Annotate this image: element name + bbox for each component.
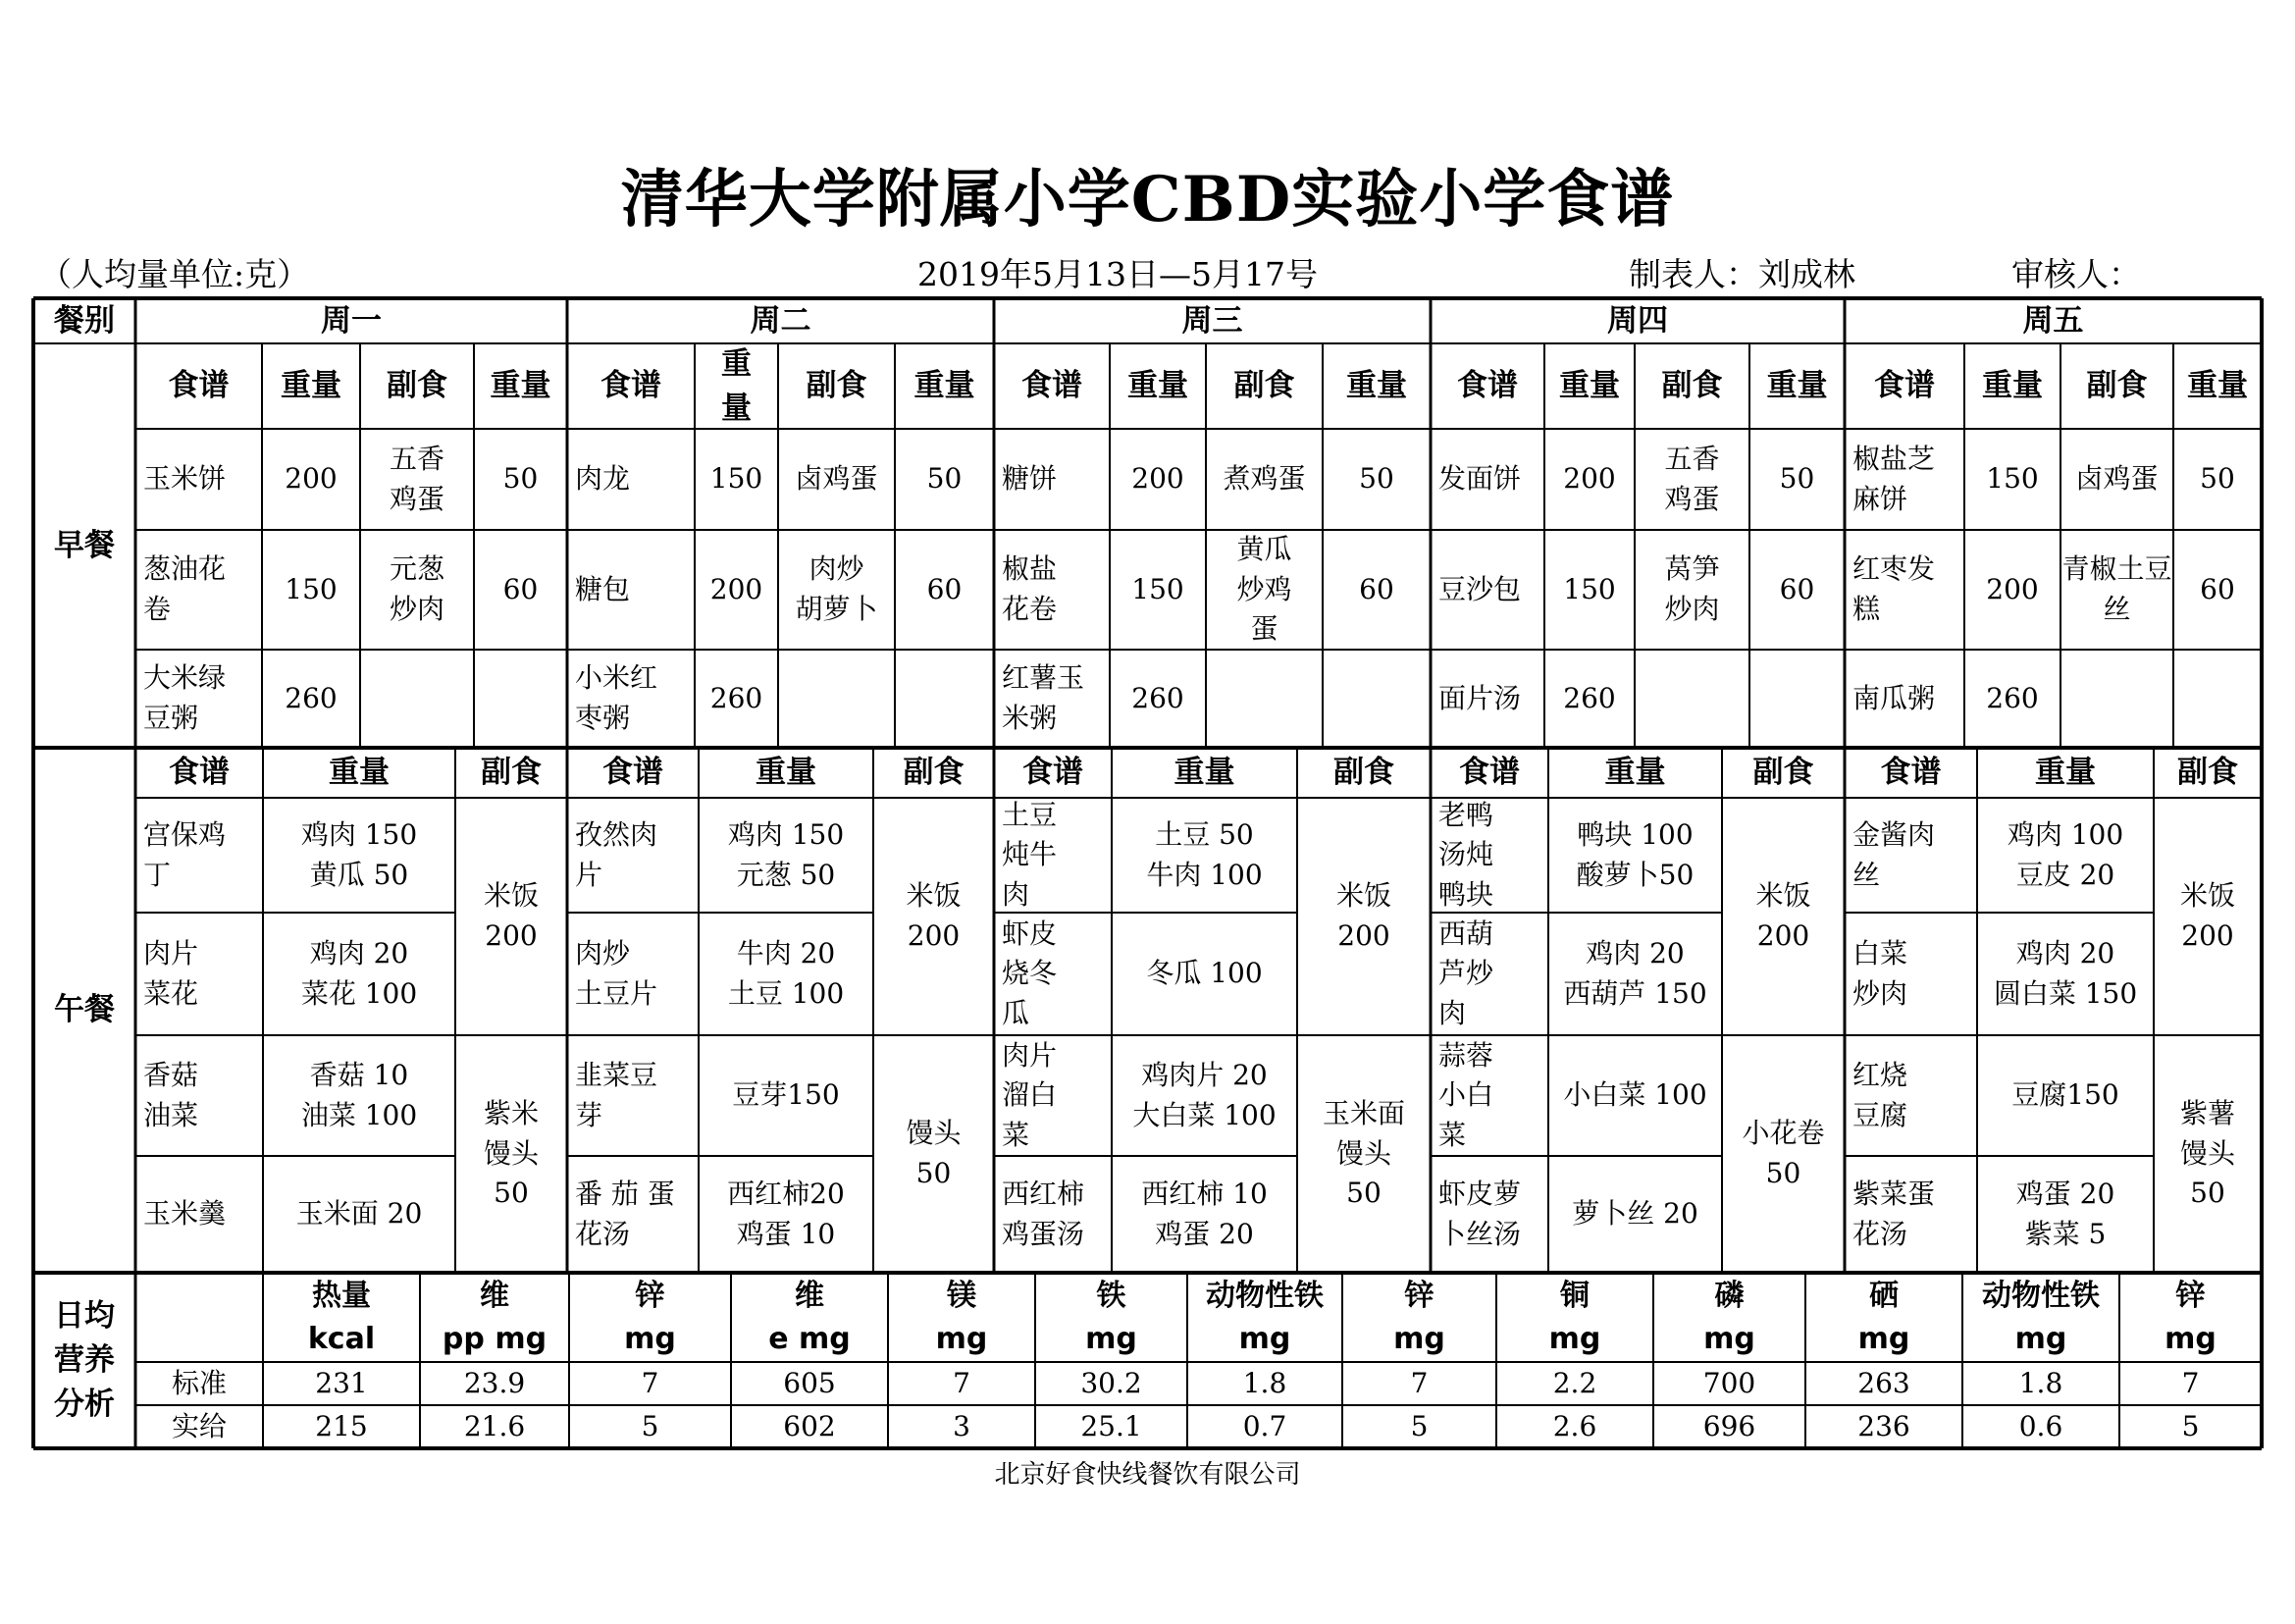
breakfast-recipe: 椒盐芝 麻饼	[1852, 442, 1936, 515]
lunch-staple: 米饭 200	[906, 879, 962, 952]
breakfast-col-header: 食谱	[600, 368, 661, 404]
breakfast-weight: 200	[1563, 462, 1616, 496]
nutrient-value: 0.6	[2018, 1409, 2063, 1442]
lunch-col-header: 重量	[329, 755, 390, 791]
breakfast-recipe: 豆沙包	[1438, 572, 1522, 605]
breakfast-recipe: 面片汤	[1438, 681, 1522, 714]
lunch-ingredients: 西红柿 10 鸡蛋 20	[1141, 1177, 1268, 1250]
breakfast-col-header: 副食	[387, 368, 447, 404]
breakfast-recipe: 葱油花 卷	[143, 552, 227, 625]
day-header: 周四	[1607, 302, 1668, 339]
nutrient-value: 263	[1857, 1366, 1910, 1399]
lunch-dish: 宫保鸡 丁	[143, 817, 227, 891]
breakfast-recipe: 红薯玉 米粥	[1002, 661, 1085, 734]
breakfast-recipe: 红枣发 糕	[1852, 552, 1936, 625]
table-maker: 制表人：刘成林	[1629, 255, 1855, 293]
table-reviewer: 审核人：	[2011, 255, 2141, 293]
nutrient-header: 维 e mg	[768, 1279, 851, 1356]
lunch-ingredients: 牛肉 20 土豆 100	[727, 936, 845, 1010]
lunch-col-header: 重量	[1174, 755, 1235, 791]
lunch-dish: 韭菜豆 芽	[575, 1058, 658, 1131]
nutrient-header: 维 pp mg	[442, 1279, 548, 1356]
nutrient-header: 磷 mg	[1703, 1279, 1755, 1356]
nutrient-header: 锌 mg	[624, 1279, 676, 1356]
nutrient-value: 21.6	[463, 1409, 526, 1442]
breakfast-weight: 260	[1986, 681, 2039, 714]
nutrient-header: 动物性铁 mg	[1206, 1279, 1324, 1356]
breakfast-recipe: 小米红 枣粥	[575, 661, 658, 734]
breakfast-weight: 200	[1131, 462, 1184, 496]
lunch-col-header: 副食	[1752, 755, 1814, 791]
nutrient-value: 5	[641, 1409, 659, 1442]
nutrient-value: 7	[953, 1366, 970, 1399]
meal-type-header: 餐别	[54, 302, 115, 339]
lunch-col-header: 副食	[1333, 755, 1394, 791]
day-header: 周三	[1181, 302, 1243, 339]
lunch-dish: 肉炒 土豆片	[575, 936, 658, 1010]
lunch-ingredients: 鸡肉 100 豆皮 20	[2007, 817, 2124, 891]
lunch-col-header: 食谱	[602, 755, 663, 791]
breakfast-col-header: 重量	[1127, 368, 1188, 404]
nutrient-header: 动物性铁 mg	[1982, 1279, 2100, 1356]
nutrient-value: 1.8	[2018, 1366, 2063, 1399]
lunch-dish: 肉片 菜花	[143, 936, 199, 1010]
breakfast-side	[778, 650, 895, 748]
breakfast-side-weight: 60	[926, 572, 963, 605]
breakfast-recipe: 肉龙	[575, 462, 631, 496]
nutrient-value: 7	[1410, 1366, 1429, 1399]
breakfast-recipe: 糖包	[575, 572, 631, 605]
breakfast-col-header: 重量	[1982, 368, 2043, 404]
lunch-dish: 土豆 炖牛 肉	[1002, 798, 1058, 911]
breakfast-col-header: 副食	[1661, 368, 1723, 404]
lunch-ingredients: 小白菜 100	[1563, 1078, 1707, 1112]
lunch-dish: 香菇 油菜	[143, 1058, 199, 1131]
breakfast-side: 卤鸡蛋	[2075, 462, 2159, 496]
lunch-label: 午餐	[54, 992, 115, 1028]
breakfast-weight: 200	[285, 462, 338, 496]
lunch-dish: 番 茄 蛋 花汤	[575, 1177, 675, 1250]
lunch-ingredients: 玉米面 20	[295, 1197, 423, 1231]
breakfast-side-weight	[1749, 650, 1845, 748]
lunch-dish: 玉米羹	[143, 1197, 227, 1231]
lunch-staple: 米饭 200	[1755, 879, 1811, 952]
breakfast-weight: 150	[285, 572, 338, 605]
nutrient-value: 2.2	[1552, 1366, 1597, 1399]
nutrient-value: 5	[2181, 1409, 2200, 1442]
breakfast-weight: 150	[709, 462, 763, 496]
lunch-col-header: 副食	[481, 755, 542, 791]
breakfast-side: 黄瓜 炒鸡 蛋	[1236, 533, 1292, 646]
lunch-col-header: 食谱	[1022, 755, 1083, 791]
nutrient-value: 23.9	[463, 1366, 526, 1399]
breakfast-weight: 150	[1563, 572, 1616, 605]
lunch-dish: 金酱肉 丝	[1852, 817, 1936, 891]
lunch-ingredients: 香菇 10 油菜 100	[300, 1058, 418, 1131]
nutrient-value: 7	[641, 1366, 659, 1399]
breakfast-side: 青椒土豆 丝	[2061, 552, 2172, 625]
lunch-ingredients: 土豆 50 牛肉 100	[1146, 817, 1263, 891]
nutrient-value: 696	[1702, 1409, 1756, 1442]
breakfast-recipe: 椒盐 花卷	[1002, 552, 1058, 625]
breakfast-recipe: 发面饼	[1438, 462, 1522, 496]
nutrient-header: 锌 mg	[1393, 1279, 1445, 1356]
page-title: 清华大学附属小学CBD实验小学食谱	[620, 163, 1675, 236]
breakfast-col-header: 食谱	[1874, 368, 1935, 404]
breakfast-col-header: 重量	[913, 368, 975, 404]
lunch-ingredients: 鸡蛋 20 紫菜 5	[2015, 1177, 2115, 1250]
breakfast-side: 元葱 炒肉	[389, 552, 444, 625]
nutrition-label: 日均 营养 分析	[54, 1298, 115, 1422]
breakfast-col-header: 重量	[1559, 368, 1620, 404]
breakfast-col-header: 重量	[1766, 368, 1828, 404]
nutrient-value: 0.7	[1242, 1409, 1287, 1442]
breakfast-weight: 260	[1131, 681, 1184, 714]
breakfast-col-header: 重量	[2187, 368, 2248, 404]
lunch-ingredients: 鸡肉 20 西葫芦 150	[1563, 936, 1707, 1010]
nutrient-value: 602	[783, 1409, 836, 1442]
nutrient-value: 700	[1702, 1366, 1756, 1399]
lunch-col-header: 食谱	[169, 755, 230, 791]
breakfast-side	[1206, 650, 1323, 748]
breakfast-side-weight: 50	[926, 462, 963, 496]
day-header: 周一	[321, 302, 382, 339]
lunch-ingredients: 鸡肉片 20 大白菜 100	[1132, 1058, 1277, 1131]
date-range: 2019年5月13日—5月17号	[917, 255, 1318, 293]
breakfast-side-weight	[1323, 650, 1431, 748]
nutrient-header: 铜 mg	[1548, 1279, 1601, 1356]
nutrient-value: 2.6	[1552, 1409, 1597, 1442]
lunch-dish: 孜然肉 片	[575, 817, 658, 891]
company-footer: 北京好食快线餐饮有限公司	[994, 1460, 1301, 1490]
breakfast-weight: 150	[1986, 462, 2039, 496]
breakfast-side-weight	[895, 650, 994, 748]
nutrient-value: 30.2	[1080, 1366, 1142, 1399]
breakfast-side: 五香 鸡蛋	[1664, 442, 1720, 515]
nutrient-value: 215	[315, 1409, 368, 1442]
breakfast-weight: 200	[709, 572, 763, 605]
breakfast-weight: 260	[709, 681, 763, 714]
breakfast-side-weight: 50	[1779, 462, 1815, 496]
breakfast-col-header: 食谱	[1021, 368, 1082, 404]
nutrient-value: 25.1	[1080, 1409, 1142, 1442]
breakfast-weight: 260	[1563, 681, 1616, 714]
nutrient-header: 铁 mg	[1085, 1279, 1137, 1356]
lunch-ingredients: 鸡肉 150 黄瓜 50	[300, 817, 418, 891]
breakfast-col-header: 食谱	[168, 368, 230, 404]
breakfast-recipe: 玉米饼	[143, 462, 227, 496]
lunch-ingredients: 鸡肉 150 元葱 50	[727, 817, 845, 891]
nutrient-header: 镁 mg	[935, 1279, 988, 1356]
breakfast-side-weight: 60	[1779, 572, 1815, 605]
breakfast-col-header: 重 量	[721, 345, 752, 426]
breakfast-side-weight: 50	[2200, 462, 2235, 496]
nutrient-header: 热量 kcal	[307, 1279, 376, 1356]
breakfast-recipe: 南瓜粥	[1852, 681, 1936, 714]
lunch-dish: 老鸭 汤炖 鸭块	[1438, 798, 1494, 911]
lunch-dish: 西红柿 鸡蛋汤	[1002, 1177, 1085, 1250]
lunch-dish: 蒜蓉 小白 菜	[1438, 1038, 1494, 1151]
lunch-ingredients: 鸡肉 20 圆白菜 150	[1993, 936, 2138, 1010]
nutrient-value: 605	[783, 1366, 836, 1399]
nutrient-value: 236	[1857, 1409, 1910, 1442]
breakfast-col-header: 副食	[2086, 368, 2148, 404]
lunch-dish: 虾皮 烧冬 瓜	[1002, 917, 1058, 1029]
breakfast-side-weight: 60	[1359, 572, 1394, 605]
lunch-col-header: 食谱	[1880, 755, 1942, 791]
lunch-staple: 馒头 50	[906, 1117, 962, 1189]
lunch-ingredients: 西红柿20 鸡蛋 10	[727, 1177, 845, 1250]
breakfast-side: 煮鸡蛋	[1223, 462, 1306, 496]
nutrient-value: 3	[953, 1409, 970, 1442]
breakfast-side-weight: 60	[502, 572, 539, 605]
nutrient-value: 1.8	[1242, 1366, 1287, 1399]
nutrition-row-label: 标准	[171, 1366, 227, 1399]
lunch-staple: 米饭 200	[1335, 879, 1391, 952]
lunch-staple: 玉米面 馒头 50	[1322, 1097, 1405, 1210]
lunch-col-header: 食谱	[1459, 755, 1520, 791]
lunch-col-header: 重量	[1604, 755, 1666, 791]
lunch-ingredients: 豆芽150	[732, 1078, 840, 1112]
lunch-ingredients: 豆腐150	[2011, 1078, 2119, 1112]
lunch-staple: 米饭 200	[2179, 879, 2235, 952]
nutrient-value: 231	[315, 1366, 368, 1399]
breakfast-side-weight: 60	[2200, 572, 2235, 605]
lunch-staple: 小花卷 50	[1742, 1117, 1825, 1189]
lunch-staple: 紫薯 馒头 50	[2179, 1097, 2235, 1210]
breakfast-side	[1635, 650, 1749, 748]
lunch-ingredients: 萝卜丝 20	[1572, 1197, 1698, 1231]
lunch-dish: 红烧 豆腐	[1852, 1058, 1908, 1131]
lunch-staple: 米饭 200	[483, 879, 539, 952]
breakfast-recipe: 糖饼	[1002, 462, 1058, 496]
breakfast-weight: 150	[1131, 572, 1184, 605]
nutrient-value: 5	[1410, 1409, 1429, 1442]
breakfast-side: 莴笋 炒肉	[1664, 552, 1720, 625]
lunch-ingredients: 鸭块 100 酸萝卜50	[1576, 817, 1695, 891]
breakfast-side-weight: 50	[502, 462, 539, 496]
lunch-col-header: 重量	[2035, 755, 2096, 791]
lunch-col-header: 副食	[903, 755, 965, 791]
lunch-dish: 西葫 芦炒 肉	[1438, 917, 1494, 1029]
lunch-col-header: 副食	[2177, 755, 2238, 791]
lunch-dish: 白菜 炒肉	[1852, 936, 1908, 1010]
breakfast-recipe: 大米绿 豆粥	[143, 661, 227, 734]
breakfast-label: 早餐	[54, 527, 115, 563]
nutrient-header: 硒 mg	[1857, 1279, 1910, 1356]
lunch-col-header: 重量	[756, 755, 816, 791]
lunch-staple: 紫米 馒头 50	[483, 1097, 539, 1210]
breakfast-weight: 260	[285, 681, 338, 714]
breakfast-col-header: 重量	[281, 368, 341, 404]
nutrition-row-label: 实给	[171, 1409, 227, 1442]
lunch-ingredients: 冬瓜 100	[1146, 957, 1263, 990]
lunch-dish: 虾皮萝 卜丝汤	[1438, 1177, 1522, 1250]
lunch-dish: 紫菜蛋 花汤	[1852, 1177, 1936, 1250]
breakfast-side	[2060, 650, 2173, 748]
unit-note: （人均量单位:克）	[39, 255, 310, 293]
nutrient-header: 锌 mg	[2165, 1279, 2217, 1356]
day-header: 周二	[750, 302, 811, 339]
lunch-dish: 肉片 溜白 菜	[1002, 1038, 1058, 1151]
breakfast-side-weight: 50	[1359, 462, 1394, 496]
breakfast-side	[360, 650, 474, 748]
breakfast-col-header: 重量	[1346, 368, 1407, 404]
breakfast-side: 五香 鸡蛋	[389, 442, 444, 515]
breakfast-col-header: 副食	[806, 368, 867, 404]
lunch-ingredients: 鸡肉 20 菜花 100	[300, 936, 418, 1010]
nutrient-value: 7	[2181, 1366, 2200, 1399]
breakfast-col-header: 副食	[1233, 368, 1295, 404]
breakfast-side-weight	[2173, 650, 2262, 748]
breakfast-side: 肉炒 胡萝卜	[795, 552, 878, 625]
breakfast-side-weight	[474, 650, 567, 748]
breakfast-col-header: 重量	[490, 368, 551, 404]
breakfast-side: 卤鸡蛋	[795, 462, 878, 496]
breakfast-weight: 200	[1986, 572, 2039, 605]
breakfast-col-header: 食谱	[1457, 368, 1518, 404]
day-header: 周五	[2022, 302, 2084, 339]
